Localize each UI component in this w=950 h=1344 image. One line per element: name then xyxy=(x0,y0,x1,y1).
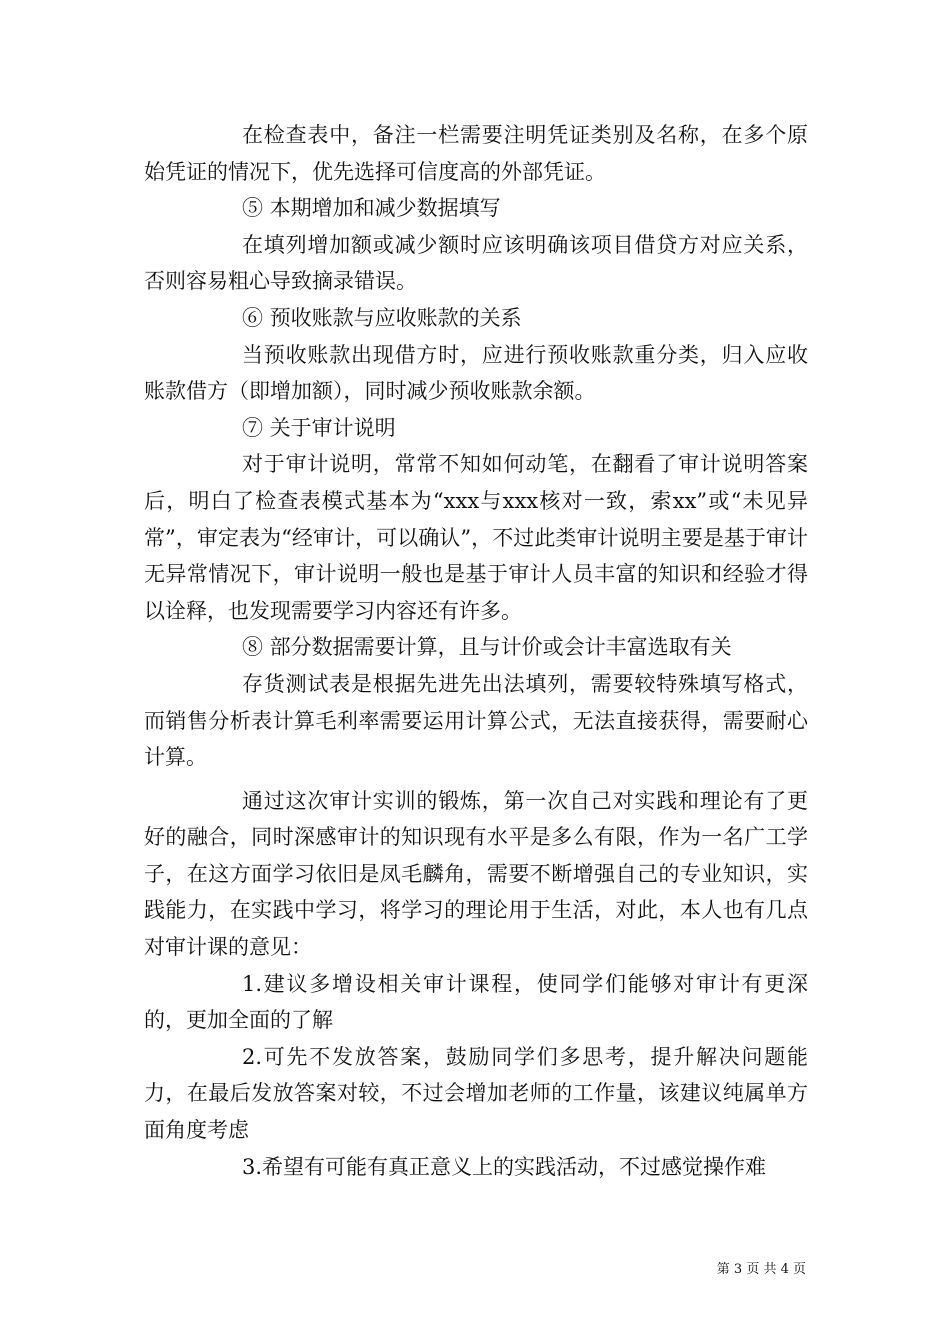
paragraph-advance-receivable: 当预收账款出现借方时，应进行预收账款重分类，归入应收账款借方（即增加额），同时减少预收账款余额。 xyxy=(144,342,808,404)
paragraph-voucher-remark: 在检查表中，备注一栏需要注明凭证类别及名称，在多个原始凭证的情况下，优先选择可信度高的外部凭证。 xyxy=(144,123,808,184)
paragraph-audit-notes: 对于审计说明，常常不知如何动笔，在翻看了审计说明答案后，明白了检查表模式基本为“xxx与xxx核对一致，索xx”或“未见异常”，审定表为“经审计，可以确认”，不过此类审计说明主要是基于审计无异常情况下，审计说明一般也是基于审计人员丰富的知识和经验才得以诠释，也发现需要学习内容还有许多。 xyxy=(144,452,808,623)
paragraph-increase-decrease: 在填列增加额或减少额时应该明确该项目借贷方对应关系，否则容易粗心导致摘录错误。 xyxy=(144,232,808,294)
heading-8-calculation: ⑧ 部分数据需要计算，且与计价或会计丰富选取有关 xyxy=(242,635,732,660)
paragraph-training-summary: 通过这次审计实训的锻炼，第一次自己对实践和理论有了更好的融合，同时深感审计的知识现有水平是多么有限，作为一名广工学子，在这方面学习依旧是凤毛麟角，需要不断增强自己的专业知识，实践能力，在实践中学习，将学习的理论用于生活，对此，本人也有几点对审计课的意见： xyxy=(144,788,808,960)
paragraph-calculation: 存货测试表是根据先进先出法填列，需要较特殊填写格式，而销售分析表计算毛利率需要运用计算公式，无法直接获得，需要耐心计算。 xyxy=(144,671,808,770)
suggestion-item-2: 2.可先不发放答案，鼓励同学们多思考，提升解决问题能力，在最后发放答案对较，不过会增加老师的工作量，该建议纯属单方面角度考虑 xyxy=(144,1044,808,1143)
suggestion-item-1: 1.建议多增设相关审计课程，使同学们能够对审计有更深的，更加全面的了解 xyxy=(144,971,808,1033)
page-number-footer: 第 3 页 共 4 页 xyxy=(716,1262,806,1277)
heading-5-increase-decrease: ⑤ 本期增加和减少数据填写 xyxy=(242,196,501,221)
heading-7-audit-notes: ⑦ 关于审计说明 xyxy=(242,415,396,440)
suggestion-item-3: 3.希望有可能有真正意义上的实践活动，不过感觉操作难 xyxy=(242,1154,767,1179)
document-body xyxy=(144,117,808,1185)
heading-6-advance-receivable: ⑥ 预收账款与应收账款的关系 xyxy=(242,305,522,330)
